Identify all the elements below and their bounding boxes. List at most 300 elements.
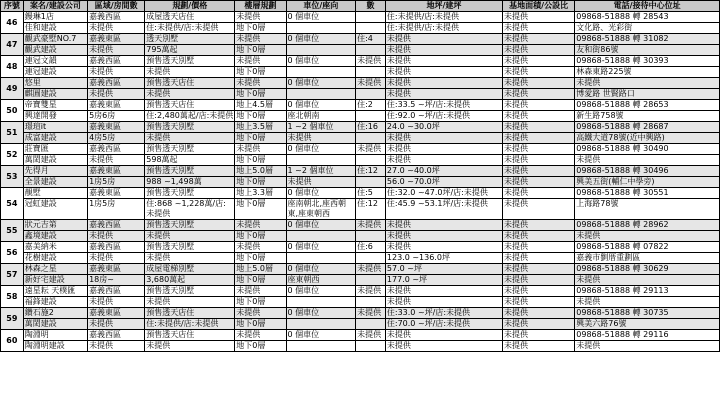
table-row [1, 286, 720, 297]
cell-area: 住:45.9 ~53.1坪/店:未提供 [385, 199, 502, 220]
cell-area: 未提供 [385, 78, 502, 89]
cell-floors: 未提供 [235, 242, 286, 253]
cell-region: 未提供 [88, 297, 145, 308]
table-row [1, 341, 720, 352]
cell-site-area: 未提供 [502, 297, 574, 308]
cell-area: 未提供 [385, 144, 502, 155]
cell-floors: 地上3.5層 [235, 122, 286, 133]
cell-area: 未提供 [385, 286, 502, 297]
cell-units: 未提供 [356, 220, 386, 231]
cell-site-area: 未提供 [502, 253, 574, 264]
cell-floors: 地上5.0層 [235, 264, 286, 275]
cell-site-area: 未提供 [502, 56, 574, 67]
cell-project-name: 悠里 [23, 78, 87, 89]
cell-region: 未提供 [88, 319, 145, 330]
cell-units: 住:16 [356, 122, 386, 133]
cell-parking: 0 個車位 [286, 286, 356, 297]
row-number: 55 [1, 220, 24, 242]
cell-plan-price: 成屋電梯別墅 [145, 264, 235, 275]
cell-units [356, 111, 386, 122]
cell-floors: 未提供 [235, 12, 286, 23]
cell-plan-price: 795萬起 [145, 45, 235, 56]
cell-parking: 1 ~2 個車位 [286, 166, 356, 177]
cell-parking [286, 231, 356, 242]
cell-area: 住:33.5 ~坪/店:未提供 [385, 100, 502, 111]
cell-site-area: 未提供 [502, 199, 574, 220]
row-number: 50 [1, 100, 24, 122]
cell-units: 未提供 [356, 308, 386, 319]
cell-floors: 地下0層 [235, 231, 286, 242]
cell-area: 未提供 [385, 34, 502, 45]
table-row [1, 133, 720, 144]
cell-parking: 0 個車位 [286, 12, 356, 23]
cell-parking: 1 ~2 個車位 [286, 122, 356, 133]
cell-floors: 地上3.3層 [235, 188, 286, 199]
cell-plan-price: 預售透天別墅 [145, 220, 235, 231]
cell-region: 嘉義西區 [88, 286, 145, 297]
cell-project-name: 新好宅建設 [23, 275, 87, 286]
cell-parking: 座北朝南 [286, 111, 356, 122]
cell-floors: 地下0層 [235, 177, 286, 188]
cell-site-area: 未提供 [502, 45, 574, 56]
cell-project-name: 林森之星 [23, 264, 87, 275]
cell-region: 1房5房 [88, 177, 145, 188]
cell-area: 未提供 [385, 297, 502, 308]
cell-area: 未提供 [385, 220, 502, 231]
cell-units: 未提供 [356, 144, 386, 155]
cell-units [356, 341, 386, 352]
cell-floors: 未提供 [235, 34, 286, 45]
column-header: 數 [356, 1, 386, 12]
cell-floors: 未提供 [235, 330, 286, 341]
cell-contact: 09868-51888 轉 30496 [575, 166, 720, 177]
cell-site-area: 未提供 [502, 242, 574, 253]
cell-area: 住:70.0 ~坪/店:未提供 [385, 319, 502, 330]
cell-plan-price: 預售透天別墅 [145, 286, 235, 297]
cell-contact: 未提供 [575, 341, 720, 352]
cell-units: 住:2 [356, 100, 386, 111]
cell-area: 未提供 [385, 341, 502, 352]
cell-project-name: 連冠文韻 [23, 56, 87, 67]
cell-region: 未提供 [88, 89, 145, 100]
cell-project-name: 萬閎建設 [23, 155, 87, 166]
cell-floors: 未提供 [235, 286, 286, 297]
cell-floors: 地下0層 [235, 45, 286, 56]
cell-site-area: 未提供 [502, 12, 574, 23]
cell-plan-price: 預售透天別墅 [145, 166, 235, 177]
cell-parking [286, 319, 356, 330]
cell-contact: 09868-51888 轉 29113 [575, 286, 720, 297]
cell-units: 住:12 [356, 199, 386, 220]
cell-project-name: 花樹建設 [23, 253, 87, 264]
table-row [1, 111, 720, 122]
row-number: 48 [1, 56, 24, 78]
cell-site-area: 未提供 [502, 133, 574, 144]
cell-plan-price: 成屋透天店住 [145, 12, 235, 23]
table-row [1, 253, 720, 264]
cell-area: 住:32.0 ~47.0坪/店:未提供 [385, 188, 502, 199]
column-header: 車位/座向 [286, 1, 356, 12]
cell-region: 嘉義西區 [88, 12, 145, 23]
cell-floors: 地下0層 [235, 297, 286, 308]
cell-area: 未提供 [385, 231, 502, 242]
cell-site-area: 未提供 [502, 100, 574, 111]
table-row [1, 199, 720, 220]
cell-region: 嘉義東區 [88, 166, 145, 177]
cell-region: 未提供 [88, 23, 145, 34]
cell-plan-price: 未提供 [145, 253, 235, 264]
row-number: 60 [1, 330, 24, 352]
cell-contact: 09868-51888 轉 29116 [575, 330, 720, 341]
cell-contact: 高鐵大道78號(近中興路) [575, 133, 720, 144]
cell-plan-price: 預售透天別墅 [145, 144, 235, 155]
cell-site-area: 未提供 [502, 78, 574, 89]
cell-region: 嘉義西區 [88, 220, 145, 231]
cell-project-name: 成富建設 [23, 133, 87, 144]
cell-project-name: 先得月 [23, 166, 87, 177]
cell-units [356, 297, 386, 308]
cell-area: 57.0 ~坪 [385, 264, 502, 275]
cell-project-name: 璟瑄it [23, 122, 87, 133]
cell-plan-price: 598萬起 [145, 155, 235, 166]
column-header: 規劃/價格 [145, 1, 235, 12]
cell-project-name: 興達開發 [23, 111, 87, 122]
cell-units [356, 177, 386, 188]
cell-region: 4房5房 [88, 133, 145, 144]
cell-plan-price: 預售透天店住 [145, 78, 235, 89]
cell-project-name: 遠星耘 天樸匯 [23, 286, 87, 297]
cell-floors: 地下0層 [235, 319, 286, 330]
cell-site-area: 未提供 [502, 144, 574, 155]
cell-parking [286, 297, 356, 308]
cell-floors: 未提供 [235, 78, 286, 89]
cell-plan-price: 住:未提供/店:未提供 [145, 319, 235, 330]
cell-project-name: 全景建設 [23, 177, 87, 188]
cell-project-name: 冠虹建設 [23, 199, 87, 220]
row-number: 49 [1, 78, 24, 100]
table-row [1, 319, 720, 330]
cell-project-name: 鑽石施2 [23, 308, 87, 319]
cell-project-name: 帝寶雙星 [23, 100, 87, 111]
cell-area: 住:未提供/店:未提供 [385, 12, 502, 23]
cell-region: 嘉義東區 [88, 100, 145, 111]
cell-site-area: 未提供 [502, 67, 574, 78]
cell-units [356, 155, 386, 166]
row-number: 53 [1, 166, 24, 188]
cell-plan-price: 3,680萬起 [145, 275, 235, 286]
cell-parking: 未提供 [286, 177, 356, 188]
table-row [1, 67, 720, 78]
cell-area: 住:92.0 ~坪/店:未提供 [385, 111, 502, 122]
column-header: 樓層規劃 [235, 1, 286, 12]
cell-parking [286, 89, 356, 100]
row-number: 52 [1, 144, 24, 166]
cell-project-name: 莊寶匯 [23, 144, 87, 155]
cell-region: 18房~ [88, 275, 145, 286]
cell-floors: 未提供 [235, 144, 286, 155]
table-row [1, 144, 720, 155]
cell-area: 未提供 [385, 155, 502, 166]
cell-area: 未提供 [385, 330, 502, 341]
cell-project-name: 觀武豪墅NO.7 [23, 34, 87, 45]
cell-area: 住:未提供/店:未提供 [385, 23, 502, 34]
cell-units [356, 253, 386, 264]
cell-floors: 地下0層 [235, 199, 286, 220]
cell-site-area: 未提供 [502, 330, 574, 341]
cell-project-name: 狀元吉第 [23, 220, 87, 231]
table-row [1, 56, 720, 67]
row-number: 56 [1, 242, 24, 264]
cell-region: 未提供 [88, 231, 145, 242]
cell-contact: 未提供 [575, 78, 720, 89]
cell-contact: 林森東路225號 [575, 67, 720, 78]
cell-floors: 地下0層 [235, 155, 286, 166]
cell-plan-price: 住:868 ~1,228萬/店:未提供 [145, 199, 235, 220]
cell-region: 未提供 [88, 341, 145, 352]
cell-parking: 0 個車位 [286, 220, 356, 231]
cell-region: 未提供 [88, 45, 145, 56]
cell-units [356, 23, 386, 34]
cell-floors: 地上4.5層 [235, 100, 286, 111]
cell-parking: 座南朝北,座西朝東,座東朝西 [286, 199, 356, 220]
cell-contact: 09868-51888 轉 28962 [575, 220, 720, 231]
column-header: 地坪/建坪 [385, 1, 502, 12]
cell-area: 住:33.0 ~坪/店:未提供 [385, 308, 502, 319]
cell-floors: 未提供 [235, 56, 286, 67]
cell-units: 未提供 [356, 264, 386, 275]
cell-region: 1房5房 [88, 199, 145, 220]
cell-plan-price: 未提供 [145, 341, 235, 352]
cell-contact: 未提供 [575, 155, 720, 166]
cell-contact: 文化路、光彩街 [575, 23, 720, 34]
cell-region: 嘉義西區 [88, 78, 145, 89]
cell-contact: 友和街86號 [575, 45, 720, 56]
cell-units: 住:4 [356, 34, 386, 45]
cell-site-area: 未提供 [502, 177, 574, 188]
cell-project-name: 福鋒建設 [23, 297, 87, 308]
cell-site-area: 未提供 [502, 155, 574, 166]
row-number: 57 [1, 264, 24, 286]
cell-units [356, 319, 386, 330]
header-row [1, 1, 720, 12]
cell-contact: 09868-51888 轉 30551 [575, 188, 720, 199]
cell-contact: 未提供 [575, 231, 720, 242]
cell-units: 住:6 [356, 242, 386, 253]
cell-site-area: 未提供 [502, 220, 574, 231]
cell-contact: 09868-51888 轉 07822 [575, 242, 720, 253]
cell-region: 嘉義西區 [88, 144, 145, 155]
cell-plan-price: 預售透天別墅 [145, 188, 235, 199]
cell-region: 未提供 [88, 155, 145, 166]
table-row [1, 45, 720, 56]
row-number: 51 [1, 122, 24, 144]
cell-floors: 未提供 [235, 308, 286, 319]
cell-contact: 未提供 [575, 297, 720, 308]
cell-units [356, 67, 386, 78]
cell-site-area: 未提供 [502, 286, 574, 297]
cell-parking [286, 23, 356, 34]
cell-contact: 09868-51888 轉 28687 [575, 122, 720, 133]
cell-project-name: 鑫境建設 [23, 231, 87, 242]
cell-units: 未提供 [356, 286, 386, 297]
cell-parking: 0 個車位 [286, 264, 356, 275]
cell-units [356, 231, 386, 242]
column-header: 序號 [1, 1, 24, 12]
cell-site-area: 未提供 [502, 111, 574, 122]
cell-plan-price: 住:未提供/店:未提供 [145, 23, 235, 34]
cell-parking: 0 個車位 [286, 56, 356, 67]
cell-area: 123.0 ~136.0坪 [385, 253, 502, 264]
cell-contact: 09868-51888 轉 31082 [575, 34, 720, 45]
table-row [1, 155, 720, 166]
cell-units: 未提供 [356, 330, 386, 341]
cell-units: 住:12 [356, 166, 386, 177]
cell-parking: 0 個車位 [286, 144, 356, 155]
cell-units: 未提供 [356, 56, 386, 67]
cell-project-name: 陶淵明建設 [23, 341, 87, 352]
cell-site-area: 未提供 [502, 122, 574, 133]
column-header: 基地面積/公設比 [502, 1, 574, 12]
cell-plan-price: 預售透天別墅 [145, 242, 235, 253]
table-row [1, 100, 720, 111]
cell-plan-price: 未提供 [145, 231, 235, 242]
row-number: 54 [1, 188, 24, 220]
row-number: 47 [1, 34, 24, 56]
cell-units [356, 89, 386, 100]
cell-parking: 0 個車位 [286, 330, 356, 341]
row-number: 46 [1, 12, 24, 34]
cell-floors: 地下0層 [235, 253, 286, 264]
cell-plan-price: 未提供 [145, 89, 235, 100]
cell-units [356, 45, 386, 56]
cell-project-name: 觀武建設 [23, 45, 87, 56]
cell-parking [286, 67, 356, 78]
cell-plan-price: 預售透天別墅 [145, 122, 235, 133]
cell-site-area: 未提供 [502, 308, 574, 319]
column-header: 案名/建設公司 [23, 1, 87, 12]
cell-project-name: 嘉美納米 [23, 242, 87, 253]
cell-plan-price: 預售透天店住 [145, 100, 235, 111]
table-row [1, 242, 720, 253]
cell-floors: 未提供 [235, 220, 286, 231]
column-header: 電話/接待中心位址 [575, 1, 720, 12]
cell-units [356, 12, 386, 23]
table-row [1, 330, 720, 341]
cell-project-name: 連冠建設 [23, 67, 87, 78]
cell-contact: 嘉義市劉厝重劃區 [575, 253, 720, 264]
cell-region: 嘉義西區 [88, 330, 145, 341]
cell-site-area: 未提供 [502, 23, 574, 34]
cell-site-area: 未提供 [502, 264, 574, 275]
cell-region: 嘉義東區 [88, 264, 145, 275]
cell-project-name: 陶淵明 [23, 330, 87, 341]
cell-region: 嘉義東區 [88, 34, 145, 45]
table-row [1, 188, 720, 199]
cell-area: 未提供 [385, 242, 502, 253]
cell-area: 未提供 [385, 45, 502, 56]
table-row [1, 12, 720, 23]
cell-plan-price: 未提供 [145, 133, 235, 144]
cell-plan-price: 透天別墅 [145, 34, 235, 45]
cell-contact: 09868-51888 轉 30735 [575, 308, 720, 319]
cell-plan-price: 988 ~1,498萬 [145, 177, 235, 188]
cell-site-area: 未提供 [502, 89, 574, 100]
cell-parking: 座東朝西 [286, 275, 356, 286]
cell-contact: 09868-51888 轉 30629 [575, 264, 720, 275]
cell-parking: 0 個車位 [286, 188, 356, 199]
cell-project-name: 麒圓建設 [23, 89, 87, 100]
cell-contact: 博愛路 世賢路口 [575, 89, 720, 100]
cell-parking: 0 個車位 [286, 34, 356, 45]
cell-contact: 新生路758號 [575, 111, 720, 122]
cell-plan-price: 預售透天店住 [145, 308, 235, 319]
cell-project-name: 靚墅 [23, 188, 87, 199]
cell-region: 嘉義西區 [88, 242, 145, 253]
cell-region: 5房6房 [88, 111, 145, 122]
row-number: 58 [1, 286, 24, 308]
cell-parking [286, 155, 356, 166]
cell-contact: 09868-51888 轉 28543 [575, 12, 720, 23]
cell-contact: 未提供 [575, 275, 720, 286]
cell-parking: 0 個車位 [286, 78, 356, 89]
cell-floors: 地下0層 [235, 133, 286, 144]
cell-floors: 地上5.0層 [235, 166, 286, 177]
cell-site-area: 未提供 [502, 34, 574, 45]
cell-area: 56.0 ~70.0坪 [385, 177, 502, 188]
cell-floors: 地下0層 [235, 111, 286, 122]
cell-floors: 地下0層 [235, 67, 286, 78]
table-row [1, 78, 720, 89]
cell-parking: 0 個車位 [286, 100, 356, 111]
cell-project-name: 鏝琳1店 [23, 12, 87, 23]
cell-units: 未提供 [356, 78, 386, 89]
table-row [1, 177, 720, 188]
cell-region: 嘉義東區 [88, 122, 145, 133]
cell-parking [286, 341, 356, 352]
cell-plan-price: 預售透天別墅 [145, 56, 235, 67]
cell-parking [286, 253, 356, 264]
cell-parking: 0 個車位 [286, 308, 356, 319]
cell-area: 177.0 ~坪 [385, 275, 502, 286]
cell-contact: 上海路78號 [575, 199, 720, 220]
cell-project-name: 佳和建設 [23, 23, 87, 34]
table-row [1, 297, 720, 308]
row-number: 59 [1, 308, 24, 330]
cell-parking: 未提供 [286, 133, 356, 144]
table-row [1, 23, 720, 34]
cell-area: 未提供 [385, 89, 502, 100]
cell-units [356, 133, 386, 144]
table-row [1, 264, 720, 275]
cell-floors: 地下0層 [235, 89, 286, 100]
table-row [1, 122, 720, 133]
cell-contact: 興美五街(輔仁中學旁) [575, 177, 720, 188]
cell-contact: 興美六路76號 [575, 319, 720, 330]
column-header: 區域/房間數 [88, 1, 145, 12]
cell-plan-price: 未提供 [145, 297, 235, 308]
cell-area: 未提供 [385, 67, 502, 78]
cell-contact: 09868-51888 轉 30393 [575, 56, 720, 67]
cell-contact: 09868-51888 轉 28653 [575, 100, 720, 111]
cell-area: 27.0 ~40.0坪 [385, 166, 502, 177]
table-row [1, 275, 720, 286]
cell-contact: 09868-51888 轉 30490 [575, 144, 720, 155]
table-row [1, 166, 720, 177]
cell-plan-price: 預售透天店住 [145, 330, 235, 341]
cell-area: 24.0 ~30.0坪 [385, 122, 502, 133]
cell-site-area: 未提供 [502, 188, 574, 199]
cell-site-area: 未提供 [502, 275, 574, 286]
